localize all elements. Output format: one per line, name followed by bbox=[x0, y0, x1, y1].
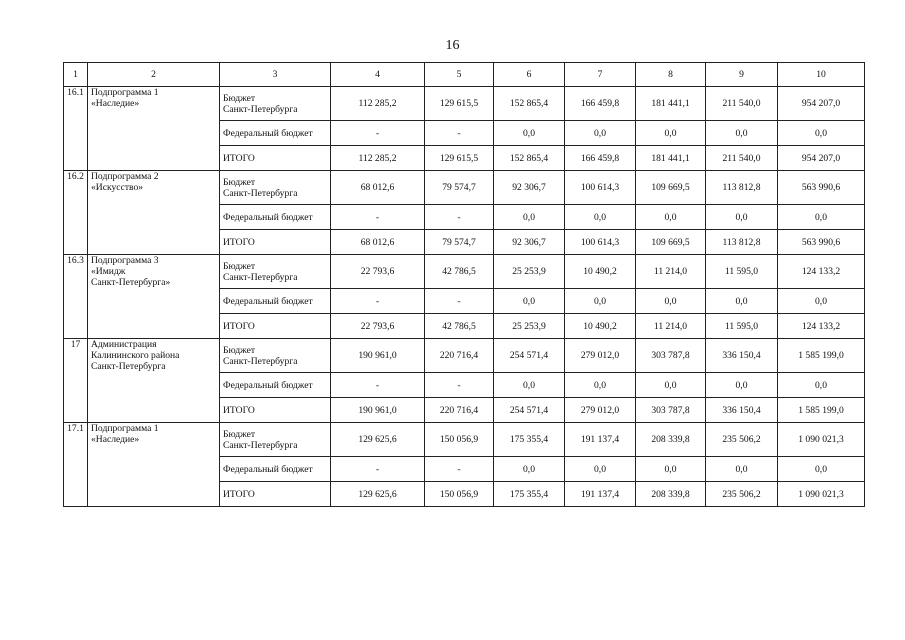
row-number: 17.1 bbox=[64, 423, 88, 507]
budget-table bbox=[63, 62, 865, 507]
value-cell: 954 207,0 bbox=[778, 146, 865, 171]
funding-source-federal: Федеральный бюджет bbox=[220, 205, 331, 230]
value-cell: 42 786,5 bbox=[425, 314, 494, 339]
value-cell: 129 615,5 bbox=[425, 146, 494, 171]
value-cell: 0,0 bbox=[778, 205, 865, 230]
value-cell: 112 285,2 bbox=[331, 87, 425, 121]
value-cell: 0,0 bbox=[706, 121, 778, 146]
value-cell: 175 355,4 bbox=[494, 482, 565, 507]
funding-source-line: Бюджет bbox=[223, 176, 256, 188]
funding-source-budget bbox=[220, 423, 331, 457]
funding-source-line: Санкт-Петербурга bbox=[223, 103, 298, 115]
table-row bbox=[64, 87, 865, 121]
page-number: 16 bbox=[445, 38, 460, 53]
column-header: 8 bbox=[636, 63, 706, 87]
value-cell: 181 441,1 bbox=[636, 87, 706, 121]
program-name-line: Подпрограмма 3 bbox=[91, 255, 159, 266]
value-cell: 0,0 bbox=[565, 457, 636, 482]
value-cell: 0,0 bbox=[778, 289, 865, 314]
program-name bbox=[88, 423, 220, 507]
value-cell: 254 571,4 bbox=[494, 339, 565, 373]
value-cell: - bbox=[425, 289, 494, 314]
value-cell: 1 090 021,3 bbox=[778, 423, 865, 457]
value-cell: 11 595,0 bbox=[706, 255, 778, 289]
value-cell: 235 506,2 bbox=[706, 482, 778, 507]
program-name-line: Подпрограмма 1 bbox=[91, 423, 159, 434]
column-header: 4 bbox=[331, 63, 425, 87]
value-cell: - bbox=[425, 121, 494, 146]
value-cell: 191 137,4 bbox=[565, 423, 636, 457]
program-name bbox=[88, 87, 220, 171]
total-label: ИТОГО bbox=[220, 314, 331, 339]
value-cell: 79 574,7 bbox=[425, 171, 494, 205]
value-cell: 0,0 bbox=[494, 373, 565, 398]
value-cell: 11 595,0 bbox=[706, 314, 778, 339]
value-cell: 100 614,3 bbox=[565, 171, 636, 205]
value-cell: 124 133,2 bbox=[778, 255, 865, 289]
value-cell: 0,0 bbox=[706, 289, 778, 314]
value-cell: 166 459,8 bbox=[565, 87, 636, 121]
value-cell: 254 571,4 bbox=[494, 398, 565, 423]
value-cell: 68 012,6 bbox=[331, 171, 425, 205]
value-cell: - bbox=[331, 373, 425, 398]
funding-source-line: Санкт-Петербурга bbox=[223, 355, 298, 367]
value-cell: 0,0 bbox=[706, 205, 778, 230]
total-label: ИТОГО bbox=[220, 398, 331, 423]
value-cell: 10 490,2 bbox=[565, 255, 636, 289]
program-name-line: Администрация bbox=[91, 339, 157, 350]
program-name-line: «Наследие» bbox=[91, 98, 140, 109]
program-name-line: Подпрограмма 2 bbox=[91, 171, 159, 182]
value-cell: 92 306,7 bbox=[494, 171, 565, 205]
table-row bbox=[64, 255, 865, 289]
value-cell: - bbox=[425, 457, 494, 482]
funding-source-line: Санкт-Петербурга bbox=[223, 439, 298, 451]
value-cell: 0,0 bbox=[565, 373, 636, 398]
program-name-line: «Имидж bbox=[91, 266, 126, 277]
value-cell: 220 716,4 bbox=[425, 339, 494, 373]
value-cell: 211 540,0 bbox=[706, 146, 778, 171]
funding-source-line: Санкт-Петербурга bbox=[223, 187, 298, 199]
value-cell: 0,0 bbox=[778, 121, 865, 146]
value-cell: 0,0 bbox=[778, 457, 865, 482]
value-cell: 11 214,0 bbox=[636, 255, 706, 289]
value-cell: 563 990,6 bbox=[778, 171, 865, 205]
value-cell: 0,0 bbox=[494, 121, 565, 146]
funding-source-line: Бюджет bbox=[223, 428, 256, 440]
value-cell: 0,0 bbox=[636, 373, 706, 398]
value-cell: 211 540,0 bbox=[706, 87, 778, 121]
value-cell: - bbox=[331, 121, 425, 146]
column-header: 1 bbox=[64, 63, 88, 87]
value-cell: 0,0 bbox=[565, 121, 636, 146]
column-header: 9 bbox=[706, 63, 778, 87]
value-cell: 25 253,9 bbox=[494, 255, 565, 289]
funding-source-line: Бюджет bbox=[223, 260, 256, 272]
value-cell: 0,0 bbox=[636, 289, 706, 314]
value-cell: 1 090 021,3 bbox=[778, 482, 865, 507]
value-cell: 150 056,9 bbox=[425, 482, 494, 507]
value-cell: 336 150,4 bbox=[706, 398, 778, 423]
value-cell: 208 339,8 bbox=[636, 482, 706, 507]
value-cell: - bbox=[425, 205, 494, 230]
value-cell: 152 865,4 bbox=[494, 146, 565, 171]
value-cell: 0,0 bbox=[706, 373, 778, 398]
value-cell: 0,0 bbox=[636, 205, 706, 230]
value-cell: 22 793,6 bbox=[331, 314, 425, 339]
funding-source-federal: Федеральный бюджет bbox=[220, 289, 331, 314]
program-name bbox=[88, 171, 220, 255]
program-name-line: «Искусство» bbox=[91, 182, 144, 193]
value-cell: 208 339,8 bbox=[636, 423, 706, 457]
value-cell: 11 214,0 bbox=[636, 314, 706, 339]
funding-source-line: Санкт-Петербурга bbox=[223, 271, 298, 283]
column-header: 2 bbox=[88, 63, 220, 87]
value-cell: 92 306,7 bbox=[494, 230, 565, 255]
table-body bbox=[64, 63, 865, 507]
value-cell: 129 625,6 bbox=[331, 423, 425, 457]
funding-source-federal: Федеральный бюджет bbox=[220, 373, 331, 398]
program-name bbox=[88, 255, 220, 339]
value-cell: 563 990,6 bbox=[778, 230, 865, 255]
value-cell: 152 865,4 bbox=[494, 87, 565, 121]
row-number: 17 bbox=[64, 339, 88, 423]
value-cell: 191 137,4 bbox=[565, 482, 636, 507]
value-cell: 166 459,8 bbox=[565, 146, 636, 171]
value-cell: 175 355,4 bbox=[494, 423, 565, 457]
value-cell: 0,0 bbox=[494, 205, 565, 230]
value-cell: 109 669,5 bbox=[636, 230, 706, 255]
column-header: 3 bbox=[220, 63, 331, 87]
value-cell: 79 574,7 bbox=[425, 230, 494, 255]
value-cell: 303 787,8 bbox=[636, 398, 706, 423]
value-cell: - bbox=[425, 373, 494, 398]
program-name-line: Подпрограмма 1 bbox=[91, 87, 159, 98]
total-label: ИТОГО bbox=[220, 230, 331, 255]
value-cell: 124 133,2 bbox=[778, 314, 865, 339]
value-cell: 100 614,3 bbox=[565, 230, 636, 255]
value-cell: 129 625,6 bbox=[331, 482, 425, 507]
value-cell: - bbox=[331, 205, 425, 230]
table-row bbox=[64, 339, 865, 373]
value-cell: 22 793,6 bbox=[331, 255, 425, 289]
value-cell: 190 961,0 bbox=[331, 339, 425, 373]
value-cell: 190 961,0 bbox=[331, 398, 425, 423]
table-row bbox=[64, 171, 865, 205]
column-header: 10 bbox=[778, 63, 865, 87]
value-cell: 25 253,9 bbox=[494, 314, 565, 339]
funding-source-budget bbox=[220, 87, 331, 121]
value-cell: 0,0 bbox=[565, 289, 636, 314]
value-cell: 129 615,5 bbox=[425, 87, 494, 121]
value-cell: 68 012,6 bbox=[331, 230, 425, 255]
value-cell: 113 812,8 bbox=[706, 171, 778, 205]
value-cell: 112 285,2 bbox=[331, 146, 425, 171]
value-cell: 303 787,8 bbox=[636, 339, 706, 373]
funding-source-budget bbox=[220, 339, 331, 373]
value-cell: 0,0 bbox=[494, 289, 565, 314]
program-name bbox=[88, 339, 220, 423]
funding-source-federal: Федеральный бюджет bbox=[220, 121, 331, 146]
funding-source-budget bbox=[220, 171, 331, 205]
value-cell: 10 490,2 bbox=[565, 314, 636, 339]
column-header: 7 bbox=[565, 63, 636, 87]
value-cell: 0,0 bbox=[778, 373, 865, 398]
total-label: ИТОГО bbox=[220, 482, 331, 507]
value-cell: 113 812,8 bbox=[706, 230, 778, 255]
value-cell: 279 012,0 bbox=[565, 398, 636, 423]
value-cell: 181 441,1 bbox=[636, 146, 706, 171]
value-cell: 235 506,2 bbox=[706, 423, 778, 457]
value-cell: 0,0 bbox=[706, 457, 778, 482]
header-row bbox=[64, 63, 865, 87]
column-header: 6 bbox=[494, 63, 565, 87]
value-cell: 1 585 199,0 bbox=[778, 339, 865, 373]
value-cell: 0,0 bbox=[636, 121, 706, 146]
funding-source-budget bbox=[220, 255, 331, 289]
row-number: 16.2 bbox=[64, 171, 88, 255]
table-row bbox=[64, 423, 865, 457]
funding-source-federal: Федеральный бюджет bbox=[220, 457, 331, 482]
value-cell: 0,0 bbox=[636, 457, 706, 482]
funding-source-line: Бюджет bbox=[223, 92, 256, 104]
value-cell: 336 150,4 bbox=[706, 339, 778, 373]
value-cell: 0,0 bbox=[494, 457, 565, 482]
program-name-line: Калининского района bbox=[91, 350, 180, 361]
value-cell: 150 056,9 bbox=[425, 423, 494, 457]
funding-source-line: Бюджет bbox=[223, 344, 256, 356]
value-cell: 109 669,5 bbox=[636, 171, 706, 205]
value-cell: 0,0 bbox=[565, 205, 636, 230]
value-cell: - bbox=[331, 457, 425, 482]
value-cell: 42 786,5 bbox=[425, 255, 494, 289]
value-cell: 1 585 199,0 bbox=[778, 398, 865, 423]
program-name-line: Санкт-Петербурга» bbox=[91, 277, 171, 288]
value-cell: 954 207,0 bbox=[778, 87, 865, 121]
total-label: ИТОГО bbox=[220, 146, 331, 171]
value-cell: 279 012,0 bbox=[565, 339, 636, 373]
column-header: 5 bbox=[425, 63, 494, 87]
value-cell: - bbox=[331, 289, 425, 314]
row-number: 16.3 bbox=[64, 255, 88, 339]
value-cell: 220 716,4 bbox=[425, 398, 494, 423]
row-number: 16.1 bbox=[64, 87, 88, 171]
program-name-line: «Наследие» bbox=[91, 434, 140, 445]
program-name-line: Санкт-Петербурга bbox=[91, 361, 166, 372]
